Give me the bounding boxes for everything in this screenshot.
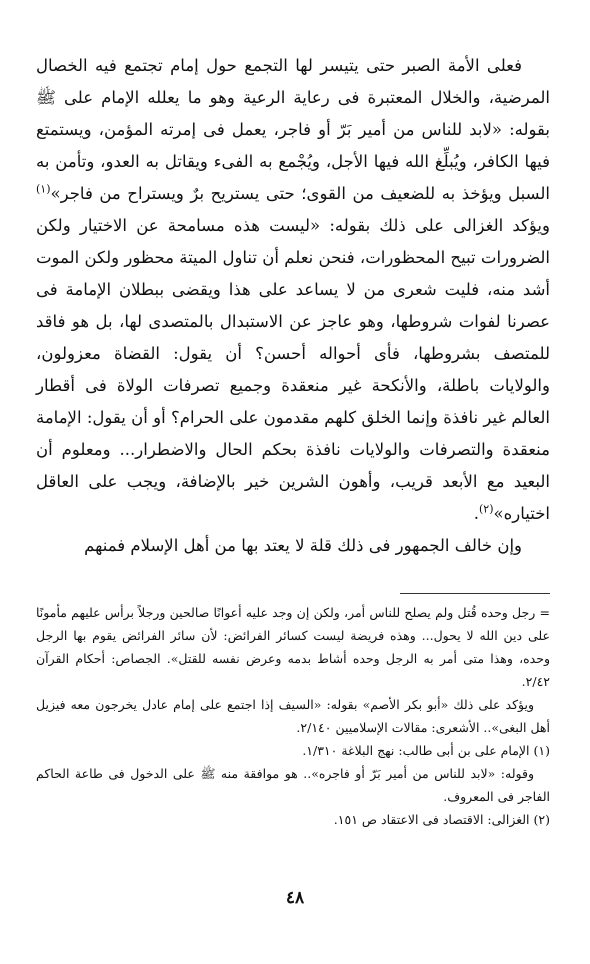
footnote-2: (٢) الغزالى: الاقتصاد فى الاعتقاد ص ١٥١. — [333, 812, 550, 827]
footnote-ref-2: (٢) — [479, 502, 494, 516]
paragraph-2: وإن خالف الجمهور فى ذلك قلة لا يعتد بها من أهل الإسلام فمنهم — [84, 536, 522, 555]
footnote-1: (١) الإمام على بن أبى طالب: نهج البلاغة ١/٣١٠. — [302, 743, 550, 758]
footnote-divider — [400, 593, 550, 594]
page-number: ٤٨ — [285, 888, 305, 908]
paragraph-1-continued: ويؤكد الغزالى على ذلك بقوله: «ليست هذه مسامحة عن الاختيار ولكن الضرورات تبيح المحظورات، فنحن نعلم أن تناول الميتة محظور ولكن الموت أشد منه، فليت شعرى من لا يساعد على هذا ويقضى ببطلان الإمامة فى عصرنا لفوات شروطها، وهو عاجز عن الاستبدال بالمتصدى لها، بل هو فاقد للمتصف بشروطها، فأى أحواله أحسن؟ أن يقول: القضاة معزولون، والولايات باطلة، والأنكحة غير منعقدة وجميع تصرفات الولاة فى أقطار العالم غير نافذة وإنما الخلق كلهم مقدمون على الحرام؟ أو أن يقول: الإمامة منعقدة والتصرفات والولايات نافذة بحكم الحال والاضطرار... ومعلوم أن البعيد مع الأبعد قريب، وأهون الشرين خير بالإضافة، ويجب على العاقل اختياره» — [36, 216, 550, 523]
paragraph-1 — [36, 50, 550, 530]
footnotes — [36, 601, 550, 831]
paragraph-1-text: فعلى الأمة الصبر حتى يتيسر لها التجمع حول إمام تجتمع فيه الخصال المرضية، والخلال المعتبرة فى رعاية الرعية وهو ما يعلله الإمام على ﷺ بقوله: «لابد للناس من أمير بَرّ أو فاجر، يعمل فى إمرته المؤمن، ويستمتع فيها الكافر، ويُبلِّغ الله فيها الأجل، ويُجْمع به الفىء ويقاتل به العدو، وتأمن به السبل ويؤخذ به للضعيف من القوى؛ حتى يستريح برٌ ويستراح من فاجر» — [36, 56, 550, 203]
footnote-ref-1: (١) — [36, 182, 51, 196]
footnote-continued-2: ويؤكد على ذلك «أبو بكر الأصم» بقوله: «السيف إذا اجتمع على إمام عادل يخرجون معه فيزيل أهل البغى».. الأشعرى: مقالات الإسلاميين ٢/١٤٠. — [36, 697, 550, 735]
book-page — [36, 50, 550, 827]
paragraph-1-end: . — [473, 504, 479, 523]
footnote-1-comment: وقوله: «لابد للناس من أمير بَرّ أو فاجره».. هو موافقة منه ﷺ على الدخول فى طاعة الحاكم الفاجر فى المعروف. — [36, 766, 550, 804]
main-text — [36, 50, 550, 562]
footnote-continued: = رجل وحده قُتل ولم يصلح للناس أمر، ولكن إن وجد عليه أعوانًا صالحين ورجلاً برأس عليهم مأمونًا على دين الله لا يحول... وهذه فريضة ليست كسائر الفرائض: لأن سائر الفرائض يقوم بها الرجل وحده، وهذا متى أمر به الرجل وحده أشاط بدمه وعرض نفسه للقتل». الجصاص: أحكام القرآن ٢/٤٢. — [36, 605, 550, 689]
